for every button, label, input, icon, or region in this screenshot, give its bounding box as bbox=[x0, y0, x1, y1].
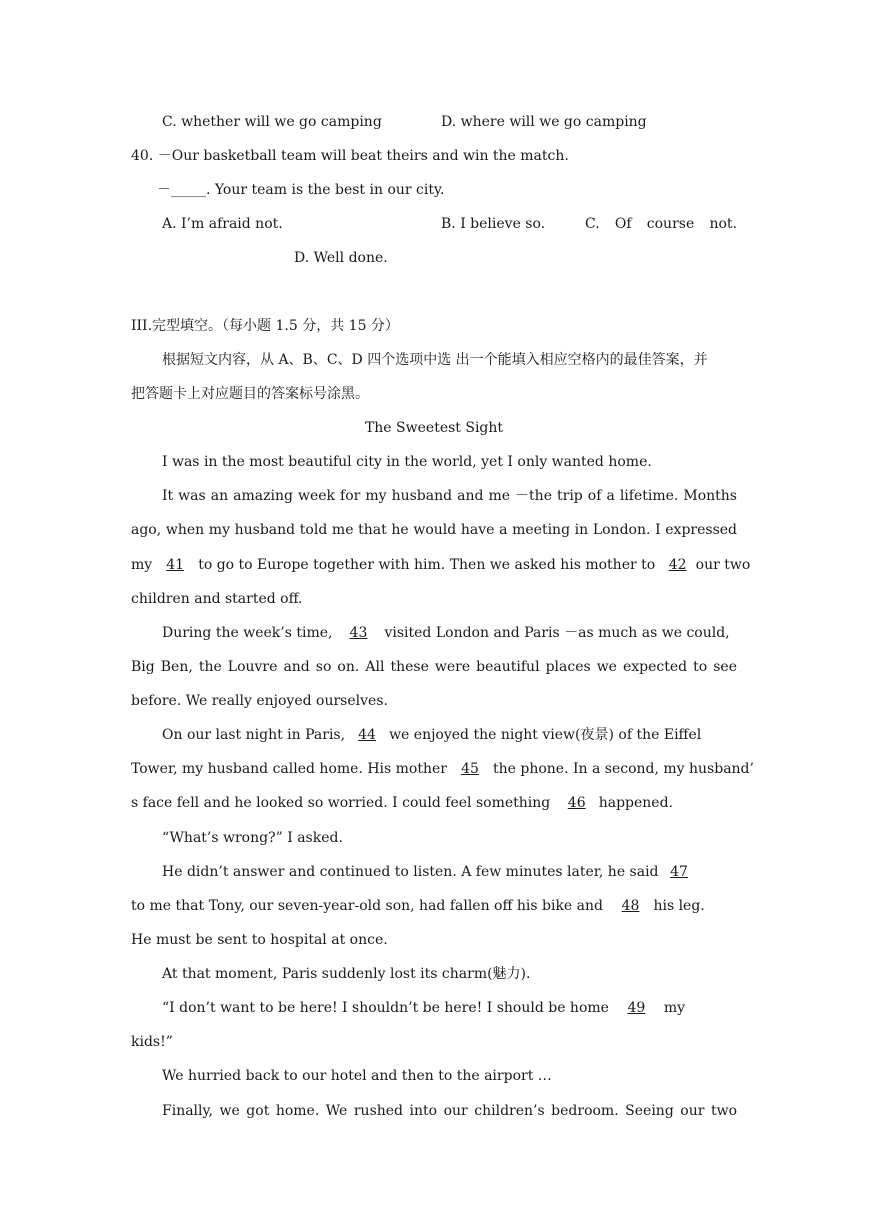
text-segment: his leg. bbox=[653, 898, 705, 914]
text-segment: During the week’s time, bbox=[162, 625, 333, 641]
q40-reply-text: . Your team is the best in our city. bbox=[206, 182, 445, 198]
q40-stem: 40. －Our basketball team will beat theirs and win the match. bbox=[131, 148, 569, 164]
passage-paragraph-9: We hurried back to our hotel and then to the airport … bbox=[162, 1068, 552, 1084]
section-heading: III.完型填空。（每小题 1.5 分，共 15 分） bbox=[131, 318, 399, 334]
text-segment: my bbox=[131, 557, 153, 573]
text-segment: Tower, my husband called home. His mother bbox=[131, 761, 447, 777]
q40-blank: _____ bbox=[171, 182, 206, 198]
text-segment: the phone. In a second, my husband’ bbox=[492, 761, 754, 777]
passage-p2-line-2: ago, when my husband told me that he would have a meeting in London. I expressed bbox=[131, 522, 737, 538]
blank-41: 41 bbox=[166, 557, 185, 573]
q40-option-d: D. Well done. bbox=[294, 250, 388, 266]
passage-p6-line-2 bbox=[131, 889, 737, 923]
text-segment: On our last night in Paris, bbox=[162, 727, 346, 743]
passage-paragraph-5: “What’s wrong?” I asked. bbox=[162, 830, 343, 846]
section-instructions-line-1: 根据短文内容，从 A、B、C、D 四个选项中选 出一个能填入相应空格内的最佳答案，并 bbox=[162, 352, 708, 368]
passage-p4-line-2 bbox=[131, 752, 754, 786]
blank-46: 46 bbox=[567, 795, 586, 811]
q39-option-d: D. where will we go camping bbox=[441, 114, 647, 130]
passage-title: The Sweetest Sight bbox=[364, 420, 504, 436]
text-segment: we enjoyed the night view(夜景) of the Eiffel bbox=[389, 727, 702, 743]
passage-p4-line-3 bbox=[131, 786, 737, 820]
text-segment: visited London and Paris －as much as we could, bbox=[384, 625, 730, 641]
passage-p8-line-1 bbox=[162, 991, 737, 1025]
text-segment: to me that Tony, our seven-year-old son, had fallen off his bike and bbox=[131, 898, 603, 914]
text-segment: s face fell and he looked so worried. I could feel something bbox=[131, 795, 551, 811]
blank-45: 45 bbox=[461, 761, 479, 777]
section-instructions-line-2: 把答题卡上对应题目的答案标号涂黑。 bbox=[131, 386, 369, 402]
text-segment: my bbox=[663, 1000, 686, 1016]
passage-p6-line-1 bbox=[162, 855, 737, 889]
passage-p4-line-1 bbox=[162, 718, 737, 752]
passage-p3-line-2: Big Ben, the Louvre and so on. All these were beautiful places we expected to see bbox=[131, 659, 737, 675]
passage-p6-line-3: He must be sent to hospital at once. bbox=[131, 932, 388, 948]
text-segment: “I don’t want to be here! I shouldn’t be here! I should be home bbox=[162, 1000, 609, 1016]
passage-paragraph-10: Finally, we got home. We rushed into our children’s bedroom. Seeing our two bbox=[162, 1103, 737, 1119]
passage-p2-line-3 bbox=[131, 548, 751, 582]
q40-reply-dash: － bbox=[157, 182, 171, 198]
q40-option-c: C. Of course not. bbox=[585, 216, 737, 232]
q40-option-a: A. I’m afraid not. bbox=[162, 216, 283, 232]
blank-48: 48 bbox=[621, 898, 640, 914]
q40-reply bbox=[157, 173, 444, 207]
text-segment: happened. bbox=[598, 795, 673, 811]
passage-paragraph-7: At that moment, Paris suddenly lost its charm(魅力). bbox=[162, 966, 531, 982]
passage-p3-line-1 bbox=[162, 616, 737, 650]
passage-paragraph-1: I was in the most beautiful city in the world, yet I only wanted home. bbox=[162, 454, 652, 470]
blank-49: 49 bbox=[627, 1000, 646, 1016]
blank-44: 44 bbox=[358, 727, 376, 743]
q40-option-b: B. I believe so. bbox=[441, 216, 546, 232]
text-segment: He didn’t answer and continued to listen. A few minutes later, he said bbox=[162, 864, 659, 880]
blank-47: 47 bbox=[670, 864, 688, 880]
passage-p2-line-1: It was an amazing week for my husband and me －the trip of a lifetime. Months bbox=[162, 488, 737, 504]
text-segment: to go to Europe together with him. Then we asked his mother to bbox=[198, 557, 656, 573]
blank-43: 43 bbox=[349, 625, 368, 641]
text-segment: our two bbox=[695, 557, 751, 573]
q39-option-c: C. whether will we go camping bbox=[162, 114, 382, 130]
passage-p3-line-3: before. We really enjoyed ourselves. bbox=[131, 693, 388, 709]
passage-p2-line-4: children and started off. bbox=[131, 591, 303, 607]
passage-p8-line-2: kids!” bbox=[131, 1034, 173, 1050]
blank-42: 42 bbox=[668, 557, 687, 573]
